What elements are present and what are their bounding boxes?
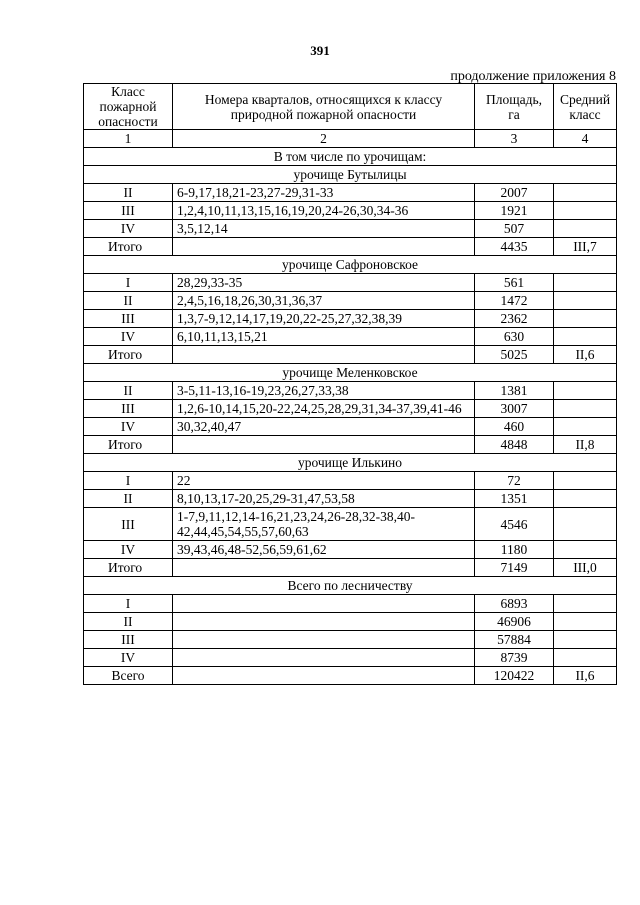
class-cell: III — [84, 310, 173, 328]
average-class-cell — [554, 595, 617, 613]
class-cell: I — [84, 472, 173, 490]
quarters-cell — [173, 631, 475, 649]
class-cell: IV — [84, 541, 173, 559]
quarters-cell — [173, 613, 475, 631]
average-class-cell — [554, 382, 617, 400]
summary-row — [84, 613, 617, 631]
quarters-cell — [173, 238, 475, 256]
column-number: 2 — [173, 130, 475, 148]
section-heading-row — [84, 148, 617, 166]
average-class-cell — [554, 508, 617, 541]
area-cell: 1381 — [475, 382, 554, 400]
area-cell: 1180 — [475, 541, 554, 559]
column-number: 4 — [554, 130, 617, 148]
grand-total-label: Всего — [84, 667, 173, 685]
quarters-cell: 2,4,5,16,18,26,30,31,36,37 — [173, 292, 475, 310]
summary-name: Всего по лесничеству — [84, 577, 617, 595]
quarters-cell — [173, 346, 475, 364]
total-row — [84, 559, 617, 577]
average-class-cell — [554, 649, 617, 667]
average-class-cell — [554, 631, 617, 649]
total-row — [84, 238, 617, 256]
quarters-cell: 6,10,11,13,15,21 — [173, 328, 475, 346]
area-cell: 1351 — [475, 490, 554, 508]
area-cell: 507 — [475, 220, 554, 238]
class-cell: IV — [84, 418, 173, 436]
class-cell: II — [84, 382, 173, 400]
area-cell: 630 — [475, 328, 554, 346]
total-average-class: II,8 — [554, 436, 617, 454]
table-row — [84, 382, 617, 400]
average-class-cell — [554, 418, 617, 436]
section-name-row — [84, 454, 617, 472]
average-class-cell — [554, 472, 617, 490]
table-row — [84, 472, 617, 490]
average-class-cell — [554, 292, 617, 310]
class-cell: III — [84, 508, 173, 541]
summary-row — [84, 631, 617, 649]
grand-total-area: 120422 — [475, 667, 554, 685]
class-cell: I — [84, 274, 173, 292]
quarters-cell: 22 — [173, 472, 475, 490]
table-row — [84, 310, 617, 328]
summary-heading-row — [84, 577, 617, 595]
area-cell: 460 — [475, 418, 554, 436]
class-cell: II — [84, 613, 173, 631]
total-label: Итого — [84, 559, 173, 577]
table-header-row — [84, 84, 617, 130]
total-label: Итого — [84, 346, 173, 364]
total-label: Итого — [84, 238, 173, 256]
area-cell: 2007 — [475, 184, 554, 202]
quarters-cell: 3,5,12,14 — [173, 220, 475, 238]
table-row — [84, 292, 617, 310]
area-cell: 561 — [475, 274, 554, 292]
average-class-cell — [554, 328, 617, 346]
header-average-class: Средний класс — [554, 84, 617, 130]
class-cell: III — [84, 202, 173, 220]
class-cell: III — [84, 631, 173, 649]
total-area: 5025 — [475, 346, 554, 364]
area-cell: 8739 — [475, 649, 554, 667]
quarters-cell: 39,43,46,48-52,56,59,61,62 — [173, 541, 475, 559]
average-class-cell — [554, 184, 617, 202]
table-row — [84, 490, 617, 508]
section-name: урочище Меленковское — [84, 364, 617, 382]
table-row — [84, 508, 617, 541]
section-name-row — [84, 364, 617, 382]
intro-label: В том числе по урочищам: — [84, 148, 617, 166]
average-class-cell — [554, 541, 617, 559]
section-name: урочище Бутылицы — [84, 166, 617, 184]
column-number: 3 — [475, 130, 554, 148]
area-cell: 46906 — [475, 613, 554, 631]
total-average-class: III,0 — [554, 559, 617, 577]
header-area: Площадь, га — [475, 84, 554, 130]
table-row — [84, 541, 617, 559]
table-body — [84, 166, 617, 685]
average-class-cell — [554, 490, 617, 508]
section-name: урочище Илькино — [84, 454, 617, 472]
average-class-cell — [554, 274, 617, 292]
table-row — [84, 418, 617, 436]
quarters-cell: 3-5,11-13,16-19,23,26,27,33,38 — [173, 382, 475, 400]
total-average-class: II,6 — [554, 346, 617, 364]
section-name-row — [84, 256, 617, 274]
area-cell: 2362 — [475, 310, 554, 328]
class-cell: III — [84, 400, 173, 418]
header-quarters: Номера кварталов, относящихся к классу природной пожарной опасности — [173, 84, 475, 130]
quarters-cell: 1,2,6-10,14,15,20-22,24,25,28,29,31,34-37,39,41-46 — [173, 400, 475, 418]
average-class-cell — [554, 202, 617, 220]
quarters-cell: 1-7,9,11,12,14-16,21,23,24,26-28,32-38,40-42,44,45,54,55,57,60,63 — [173, 508, 475, 541]
class-cell: I — [84, 595, 173, 613]
total-area: 7149 — [475, 559, 554, 577]
class-cell: IV — [84, 649, 173, 667]
page-number: 391 — [310, 43, 330, 58]
area-cell: 3007 — [475, 400, 554, 418]
table-row — [84, 184, 617, 202]
table-row — [84, 274, 617, 292]
quarters-cell — [173, 559, 475, 577]
total-label: Итого — [84, 436, 173, 454]
total-row — [84, 346, 617, 364]
class-cell: II — [84, 184, 173, 202]
continuation-label: продолжение приложения 8 — [450, 69, 616, 84]
table-row — [84, 328, 617, 346]
grand-total-row — [84, 667, 617, 685]
table-row — [84, 220, 617, 238]
area-cell: 1921 — [475, 202, 554, 220]
average-class-cell — [554, 400, 617, 418]
average-class-cell — [554, 220, 617, 238]
quarters-cell: 30,32,40,47 — [173, 418, 475, 436]
quarters-cell: 8,10,13,17-20,25,29-31,47,53,58 — [173, 490, 475, 508]
class-cell: IV — [84, 328, 173, 346]
column-number: 1 — [84, 130, 173, 148]
quarters-cell: 1,3,7-9,12,14,17,19,20,22-25,27,32,38,39 — [173, 310, 475, 328]
class-cell: II — [84, 490, 173, 508]
quarters-cell: 1,2,4,10,11,13,15,16,19,20,24-26,30,34-36 — [173, 202, 475, 220]
summary-row — [84, 649, 617, 667]
quarters-cell — [173, 436, 475, 454]
quarters-cell: 6-9,17,18,21-23,27-29,31-33 — [173, 184, 475, 202]
average-class-cell — [554, 613, 617, 631]
column-number-row — [84, 130, 617, 148]
table-row — [84, 202, 617, 220]
fire-danger-table — [83, 83, 617, 685]
average-class-cell — [554, 310, 617, 328]
class-cell: IV — [84, 220, 173, 238]
total-area: 4435 — [475, 238, 554, 256]
quarters-cell — [173, 667, 475, 685]
total-area: 4848 — [475, 436, 554, 454]
header-class: Класс пожарной опасности — [84, 84, 173, 130]
quarters-cell — [173, 595, 475, 613]
area-cell: 4546 — [475, 508, 554, 541]
class-cell: II — [84, 292, 173, 310]
area-cell: 6893 — [475, 595, 554, 613]
summary-row — [84, 595, 617, 613]
grand-total-average-class: II,6 — [554, 667, 617, 685]
area-cell: 1472 — [475, 292, 554, 310]
section-name: урочище Сафроновское — [84, 256, 617, 274]
total-average-class: III,7 — [554, 238, 617, 256]
area-cell: 57884 — [475, 631, 554, 649]
total-row — [84, 436, 617, 454]
quarters-cell: 28,29,33-35 — [173, 274, 475, 292]
table-row — [84, 400, 617, 418]
area-cell: 72 — [475, 472, 554, 490]
quarters-cell — [173, 649, 475, 667]
section-name-row — [84, 166, 617, 184]
